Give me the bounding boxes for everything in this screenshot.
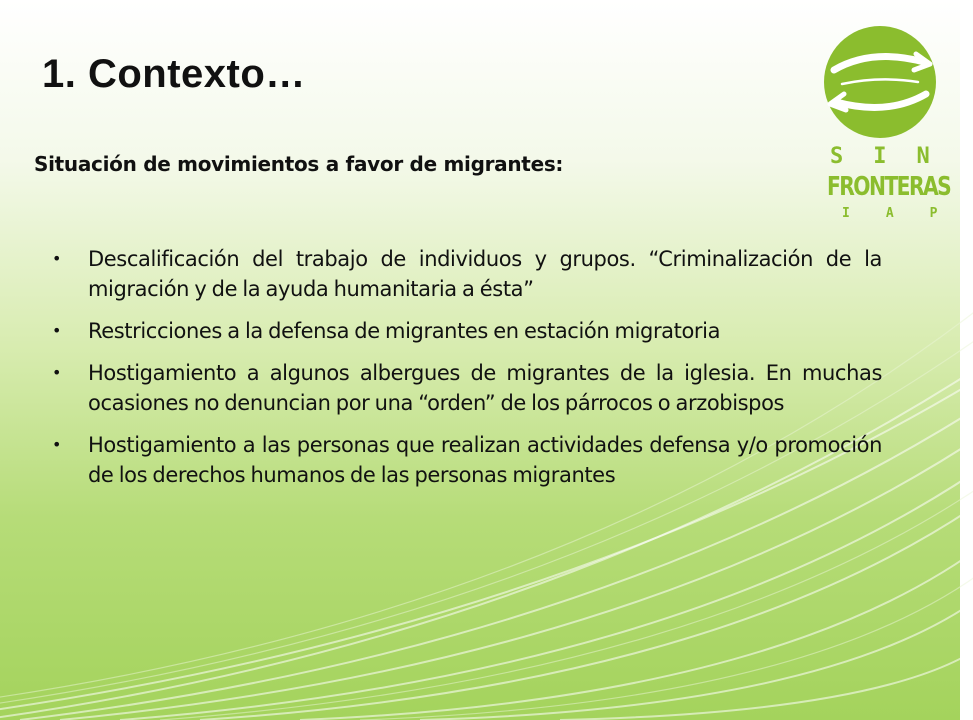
logo-text-iap: IAP bbox=[842, 206, 973, 221]
globe-arrows-icon bbox=[812, 24, 948, 144]
bullet-item bbox=[52, 244, 882, 304]
logo-text-fronteras: FRONTERAS bbox=[826, 172, 951, 202]
bullet-list bbox=[52, 244, 882, 502]
slide-subtitle: Situación de movimientos a favor de migrantes: bbox=[34, 152, 564, 176]
bullet-dot: • bbox=[52, 363, 62, 382]
logo-text-sin: SIN bbox=[830, 144, 960, 169]
bullet-text: Hostigamiento a algunos albergues de migrantes de la iglesia. En muchas ocasiones no denuncian por una “orden” de los párrocos o arzobispos bbox=[88, 361, 882, 415]
bullet-dot: • bbox=[52, 249, 62, 268]
bullet-item bbox=[52, 430, 882, 490]
bullet-dot: • bbox=[52, 435, 62, 454]
bullet-text: Restricciones a la defensa de migrantes en estación migratoria bbox=[88, 319, 721, 343]
sin-fronteras-logo bbox=[812, 24, 973, 224]
bullet-text: Hostigamiento a las personas que realizan actividades defensa y/o promoción de los derechos humanos de las personas migrantes bbox=[88, 433, 882, 487]
slide-title: 1. Contexto… bbox=[42, 52, 306, 96]
bullet-item bbox=[52, 316, 882, 346]
bullet-item bbox=[52, 358, 882, 418]
bullet-dot: • bbox=[52, 321, 62, 340]
bullet-text: Descalificación del trabajo de individuos y grupos. “Criminalización de la migración y de la ayuda humanitaria a ésta” bbox=[88, 247, 882, 301]
